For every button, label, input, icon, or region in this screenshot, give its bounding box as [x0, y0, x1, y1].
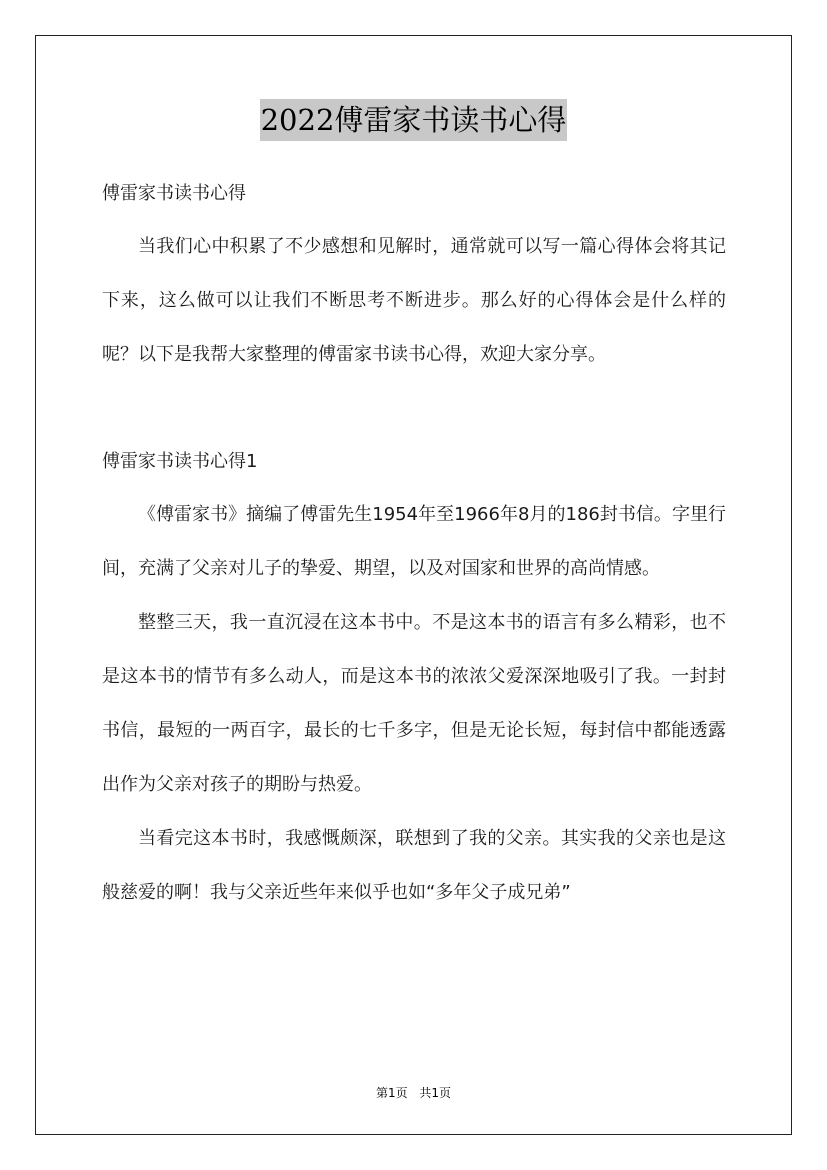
section-gap	[102, 382, 726, 436]
section-heading: 傅雷家书读书心得1	[102, 451, 258, 472]
body-paragraph: 整整三天，我一直沉浸在这本书中。不是这本书的语言有多么精彩，也不是这本书的情节有多么动人，而是这本书的浓浓父爱深深地吸引了我。一封封书信，最短的一两百字，最长的七千多字，但是无论长短，每封信中都能透露出作为父亲对孩子的期盼与热爱。	[102, 612, 726, 795]
page-number: 第1页	[375, 1086, 408, 1100]
document-body	[102, 168, 726, 920]
intro-paragraph: 当我们心中积累了不少感想和见解时，通常就可以写一篇心得体会将其记下来，这么做可以让我们不断思考不断进步。那么好的心得体会是什么样的呢？以下是我帮大家整理的傅雷家书读书心得，欢迎大家分享。	[102, 236, 726, 365]
body-paragraph: 当看完这本书时，我感慨颇深，联想到了我的父亲。其实我的父亲也是这般慈爱的啊！我与父亲近些年来似乎也如“多年父子成兄弟”	[102, 828, 726, 903]
subheading: 傅雷家书读书心得	[102, 183, 246, 204]
title-container	[0, 99, 827, 141]
page-total: 共1页	[419, 1086, 452, 1100]
body-paragraph: 《傅雷家书》摘编了傅雷先生1954年至1966年8月的186封书信。字里行间，充满了父亲对儿子的挚爱、期望，以及对国家和世界的高尚情感。	[102, 504, 726, 579]
page-footer	[0, 1084, 827, 1101]
document-title: 2022傅雷家书读书心得	[260, 99, 568, 141]
